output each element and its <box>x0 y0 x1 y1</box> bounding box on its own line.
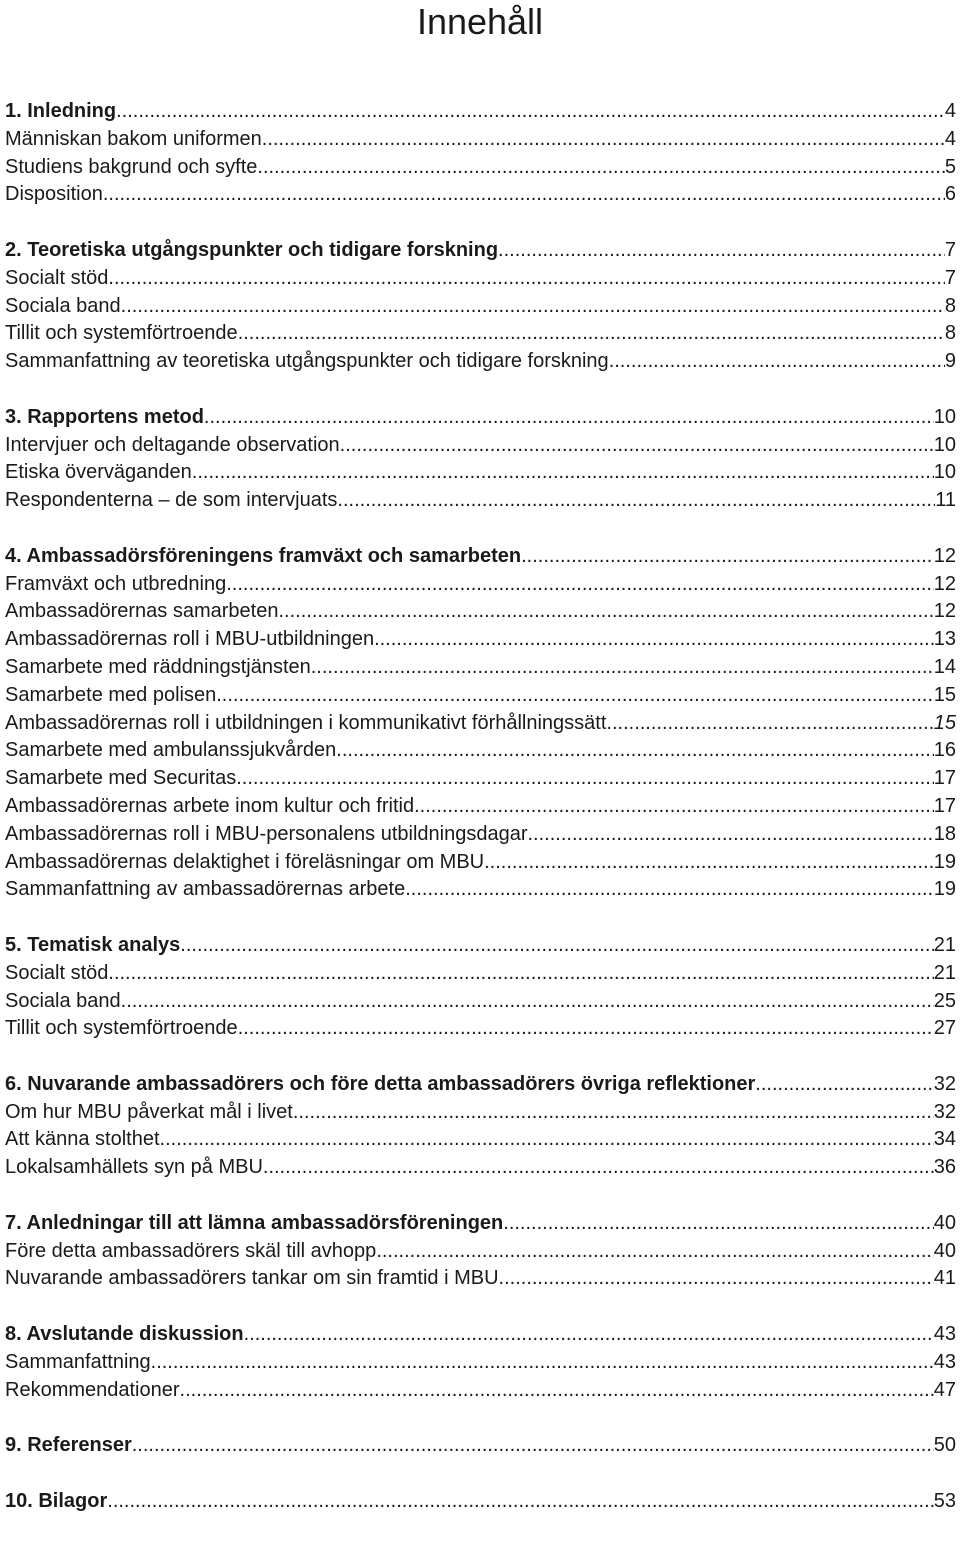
toc-entry-title: Etiska överväganden <box>5 461 192 484</box>
toc-dot-leader <box>263 1154 934 1182</box>
toc-page-number: 53 <box>933 1489 956 1512</box>
toc-entry-title: Ambassadörernas arbete inom kultur och fritid <box>5 794 415 817</box>
toc-dot-leader <box>108 960 933 988</box>
toc-page-number: 12 <box>933 572 956 595</box>
toc-entry[interactable] <box>5 1154 956 1182</box>
toc-entry-title: Nuvarande ambassadörers tankar om sin framtid i MBU <box>5 1267 499 1290</box>
toc-page-number: 18 <box>933 822 956 845</box>
toc-dot-leader <box>238 1015 934 1043</box>
table-of-contents <box>5 98 956 1543</box>
toc-dot-leader <box>257 154 944 182</box>
toc-section-heading[interactable] <box>5 98 956 126</box>
toc-entry-title: Ambassadörernas delaktighet i föreläsningar om MBU <box>5 850 485 873</box>
toc-entry[interactable] <box>5 821 956 849</box>
toc-section <box>5 1432 956 1460</box>
toc-entry-title: Sammanfattning av ambassadörernas arbete <box>5 878 406 901</box>
toc-page-number: 7 <box>944 238 956 261</box>
toc-section <box>5 1071 956 1182</box>
toc-section <box>5 237 956 376</box>
toc-dot-leader <box>116 98 945 126</box>
toc-section-heading[interactable] <box>5 543 956 571</box>
toc-entry-title: Samarbete med Securitas <box>5 767 237 790</box>
toc-dot-leader <box>121 293 945 321</box>
toc-dot-leader <box>107 1488 933 1516</box>
toc-dot-leader <box>236 765 934 793</box>
toc-page-number: 40 <box>933 1211 956 1234</box>
toc-dot-leader <box>503 1210 933 1238</box>
toc-dot-leader <box>180 932 933 960</box>
toc-entry[interactable] <box>5 1099 956 1127</box>
toc-page-number: 21 <box>933 933 956 956</box>
toc-section-heading[interactable] <box>5 237 956 265</box>
toc-entry-title: Ambassadörernas roll i utbildningen i kommunikativt förhållningssätt <box>5 711 607 734</box>
toc-entry[interactable] <box>5 571 956 599</box>
toc-dot-leader <box>337 487 935 515</box>
toc-entry[interactable] <box>5 1015 956 1043</box>
toc-dot-leader <box>374 626 934 654</box>
toc-page-number: 32 <box>933 1072 956 1095</box>
toc-entry-title: Att känna stolthet <box>5 1128 160 1151</box>
toc-entry-title: Studiens bakgrund och syfte <box>5 155 258 178</box>
toc-section-heading[interactable] <box>5 1210 956 1238</box>
toc-dot-leader <box>606 710 933 738</box>
toc-entry[interactable] <box>5 654 956 682</box>
toc-section-heading[interactable] <box>5 404 956 432</box>
toc-page-number: 12 <box>933 600 956 623</box>
toc-entry[interactable] <box>5 320 956 348</box>
toc-page-number: 17 <box>933 794 956 817</box>
toc-entry-title: Sammanfattning <box>5 1350 151 1373</box>
toc-dot-leader <box>160 1126 934 1154</box>
toc-entry[interactable] <box>5 1265 956 1293</box>
toc-page-number: 10 <box>933 433 956 456</box>
toc-entry-title: Intervjuer och deltagande observation <box>5 433 340 456</box>
toc-dot-leader <box>278 598 933 626</box>
toc-dot-leader <box>103 181 945 209</box>
toc-dot-leader <box>405 876 934 904</box>
toc-section-heading[interactable] <box>5 1432 956 1460</box>
toc-page-number: 13 <box>933 628 956 651</box>
toc-dot-leader <box>192 459 934 487</box>
toc-entry[interactable] <box>5 1238 956 1266</box>
toc-dot-leader <box>755 1071 933 1099</box>
toc-dot-leader <box>151 1349 934 1377</box>
toc-page-number: 25 <box>933 989 956 1012</box>
toc-dot-leader <box>484 849 934 877</box>
page-title: Innehåll <box>416 1 544 42</box>
toc-entry-title: Framväxt och utbredning <box>5 572 227 595</box>
toc-dot-leader <box>414 793 934 821</box>
toc-entry-title: 4. Ambassadörsföreningens framväxt och samarbeten <box>5 544 522 567</box>
toc-section <box>5 1210 956 1293</box>
toc-entry[interactable] <box>5 181 956 209</box>
toc-dot-leader <box>528 821 934 849</box>
toc-page-number: 43 <box>933 1323 956 1346</box>
toc-entry-title: 9. Referenser <box>5 1434 132 1457</box>
toc-entry-title: Sociala band <box>5 294 121 317</box>
toc-entry-title: Sammanfattning av teoretiska utgångspunkter och tidigare forskning <box>5 350 609 373</box>
toc-entry[interactable] <box>5 682 956 710</box>
toc-page-number: 8 <box>944 294 956 317</box>
toc-entry[interactable] <box>5 710 956 738</box>
toc-page-number: 32 <box>933 1100 956 1123</box>
toc-page-number: 36 <box>933 1156 956 1179</box>
toc-dot-leader <box>216 682 934 710</box>
toc-entry[interactable] <box>5 154 956 182</box>
toc-page-number: 4 <box>944 127 956 150</box>
toc-entry-title: Disposition <box>5 183 103 206</box>
toc-section-heading[interactable] <box>5 1321 956 1349</box>
toc-entry-title: Ambassadörernas samarbeten <box>5 600 279 623</box>
toc-section <box>5 543 956 904</box>
toc-page-number: 19 <box>933 850 956 873</box>
toc-entry-title: Ambassadörernas roll i MBU-personalens utbildningsdagar <box>5 822 528 845</box>
toc-dot-leader <box>609 348 945 376</box>
toc-page-number: 40 <box>933 1239 956 1262</box>
toc-entry[interactable] <box>5 765 956 793</box>
toc-entry-title: 7. Anledningar till att lämna ambassadörsföreningen <box>5 1211 504 1234</box>
toc-dot-leader <box>499 1265 934 1293</box>
toc-page-number: 11 <box>935 489 956 512</box>
toc-entry[interactable] <box>5 849 956 877</box>
toc-page-number: 15 <box>933 683 956 706</box>
toc-dot-leader <box>521 543 934 571</box>
toc-dot-leader <box>226 571 934 599</box>
toc-entry-title: Sociala band <box>5 989 121 1012</box>
toc-entry[interactable] <box>5 876 956 904</box>
toc-entry-title: Före detta ambassadörers skäl till avhopp <box>5 1239 377 1262</box>
toc-entry[interactable] <box>5 793 956 821</box>
toc-entry[interactable] <box>5 126 956 154</box>
toc-section <box>5 1488 956 1516</box>
toc-dot-leader <box>498 237 945 265</box>
toc-entry[interactable] <box>5 960 956 988</box>
toc-section-heading[interactable] <box>5 1488 956 1516</box>
toc-entry-title: Respondenterna – de som intervjuats <box>5 489 338 512</box>
toc-entry-title: Socialt stöd <box>5 266 109 289</box>
toc-entry-title: Tillit och systemförtroende <box>5 322 238 345</box>
toc-page-number: 6 <box>944 183 956 206</box>
toc-entry-title: Samarbete med ambulanssjukvården <box>5 739 337 762</box>
toc-entry-title: 3. Rapportens metod <box>5 405 204 428</box>
toc-entry-title: Människan bakom uniformen <box>5 127 262 150</box>
toc-page-number: 7 <box>944 266 956 289</box>
toc-page-number: 21 <box>933 961 956 984</box>
toc-section <box>5 1321 956 1404</box>
toc-entry[interactable] <box>5 487 956 515</box>
toc-entry-title: Lokalsamhällets syn på MBU <box>5 1156 263 1179</box>
toc-entry[interactable] <box>5 1377 956 1405</box>
toc-entry-title: Ambassadörernas roll i MBU-utbildningen <box>5 628 375 651</box>
toc-section <box>5 98 956 209</box>
toc-entry-title: Om hur MBU påverkat mål i livet <box>5 1100 293 1123</box>
toc-page-number: 43 <box>933 1350 956 1373</box>
toc-section-heading[interactable] <box>5 932 956 960</box>
toc-entry[interactable] <box>5 293 956 321</box>
toc-entry-title: 5. Tematisk analys <box>5 933 181 956</box>
toc-page-number: 47 <box>933 1378 956 1401</box>
toc-entry[interactable] <box>5 1349 956 1377</box>
toc-page-number: 10 <box>933 461 956 484</box>
toc-entry-title: 6. Nuvarande ambassadörers och före detta ambassadörers övriga reflektioner <box>5 1072 756 1095</box>
toc-dot-leader <box>108 265 944 293</box>
toc-dot-leader <box>121 988 934 1016</box>
toc-entry-title: 1. Inledning <box>5 100 117 122</box>
toc-page-number: 5 <box>944 155 956 178</box>
toc-entry[interactable] <box>5 432 956 460</box>
toc-page-number: 34 <box>933 1128 956 1151</box>
toc-entry-title: Rekommendationer <box>5 1378 180 1401</box>
toc-section-heading[interactable] <box>5 1071 956 1099</box>
toc-page-number: 19 <box>933 878 956 901</box>
toc-page-number: 4 <box>944 100 956 122</box>
toc-page-number: 27 <box>933 1017 956 1040</box>
toc-entry-title: 10. Bilagor <box>5 1489 108 1512</box>
toc-entry-title: Samarbete med polisen <box>5 683 217 706</box>
toc-entry-title: 2. Teoretiska utgångspunkter och tidigare forskning <box>5 238 499 261</box>
toc-entry-title: Samarbete med räddningstjänsten <box>5 655 311 678</box>
toc-entry[interactable] <box>5 459 956 487</box>
toc-dot-leader <box>293 1099 934 1127</box>
toc-page-number: 14 <box>933 655 956 678</box>
toc-page-number: 10 <box>933 405 956 428</box>
toc-entry-title: 8. Avslutande diskussion <box>5 1323 244 1346</box>
toc-entry-title: Socialt stöd <box>5 961 109 984</box>
toc-dot-leader <box>340 432 934 460</box>
toc-dot-leader <box>244 1321 934 1349</box>
toc-dot-leader <box>132 1432 934 1460</box>
toc-entry[interactable] <box>5 988 956 1016</box>
toc-page-number: 16 <box>933 739 956 762</box>
toc-section <box>5 932 956 1043</box>
toc-entry[interactable] <box>5 598 956 626</box>
toc-dot-leader <box>336 737 933 765</box>
toc-page-number: 12 <box>933 544 956 567</box>
toc-page-number: 15 <box>933 711 956 734</box>
toc-entry[interactable] <box>5 348 956 376</box>
toc-page-number: 41 <box>933 1267 956 1290</box>
toc-entry[interactable] <box>5 737 956 765</box>
toc-dot-leader <box>262 126 945 154</box>
toc-page-number: 9 <box>944 350 956 373</box>
toc-entry[interactable] <box>5 265 956 293</box>
toc-dot-leader <box>180 1377 934 1405</box>
toc-dot-leader <box>238 320 945 348</box>
toc-section <box>5 404 956 515</box>
toc-dot-leader <box>311 654 934 682</box>
toc-entry[interactable] <box>5 1126 956 1154</box>
toc-entry[interactable] <box>5 626 956 654</box>
toc-page-number: 50 <box>933 1434 956 1457</box>
toc-page-number: 8 <box>944 322 956 345</box>
toc-dot-leader <box>204 404 934 432</box>
toc-entry-title: Tillit och systemförtroende <box>5 1017 238 1040</box>
toc-page-number: 17 <box>933 767 956 790</box>
toc-dot-leader <box>376 1238 933 1266</box>
